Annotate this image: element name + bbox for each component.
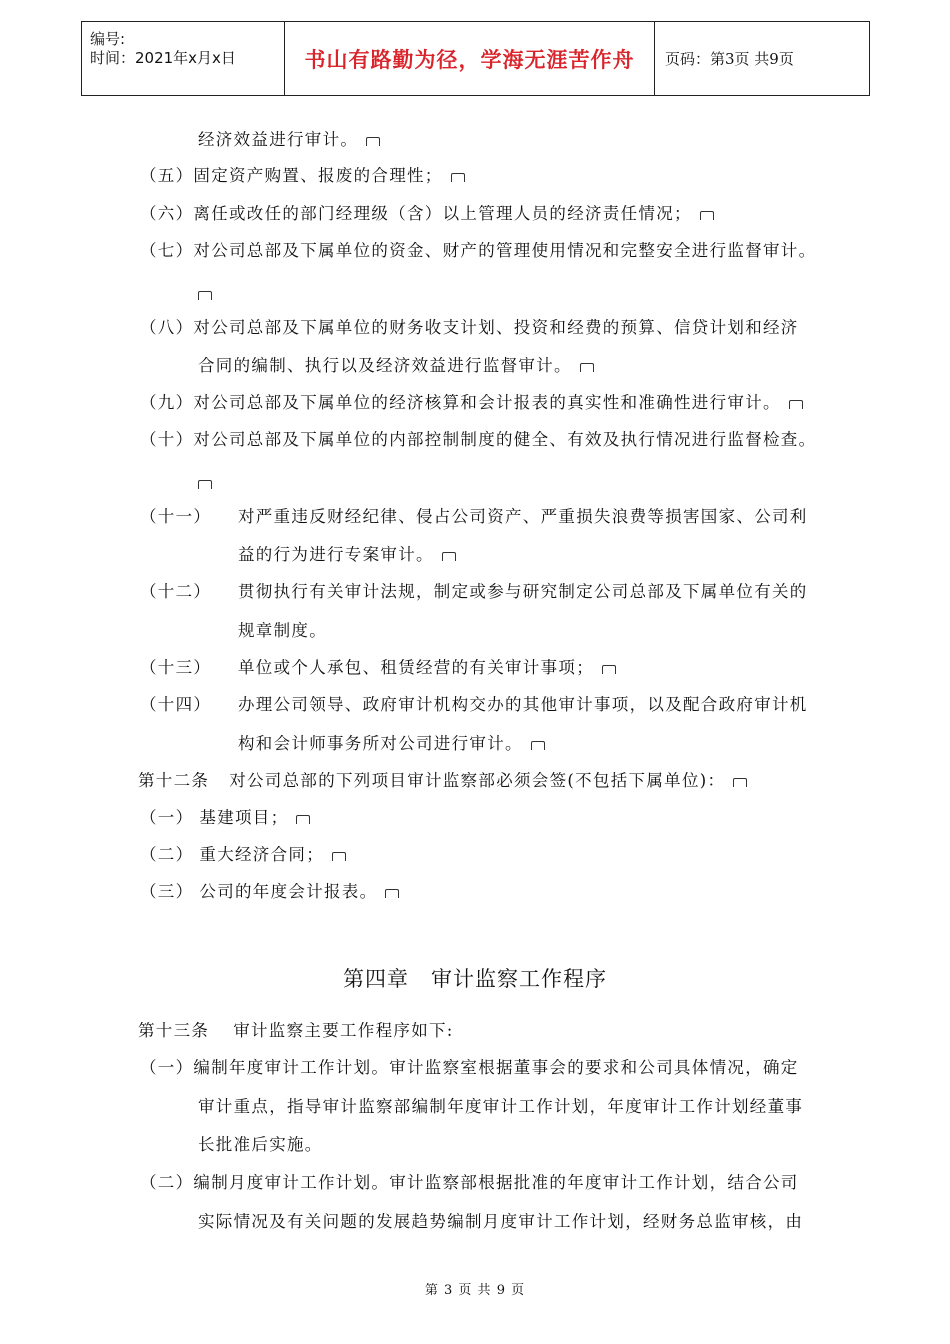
text-line: 实际情况及有关问题的发展趋势编制月度审计工作计划，经财务总监审核，由 [198,1212,804,1231]
list-item: （七）对公司总部及下属单位的资金、财产的管理使用情况和完整安全进行监督审计。 [140,241,817,260]
paragraph-mark-icon [580,363,594,372]
chapter-title: 第四章 审计监察工作程序 [343,967,607,991]
text-line: 对严重违反财经纪律、侵占公司资产、严重损失浪费等损害国家、公司利 [238,507,808,526]
list-item: （二） 重大经济合同； [140,843,346,867]
paragraph-mark-icon [366,137,380,146]
header-meta-cell [82,22,285,95]
list-item: （十三） [140,658,212,677]
text-line: 单位或个人承包、租赁经营的有关审计事项； [238,656,616,680]
serial-label: 编号: [90,30,126,48]
text-line: 长批准后实施。 [198,1135,323,1154]
text-line: 合同的编制、执行以及经济效益进行监督审计。 [198,354,594,378]
paragraph-mark-icon [385,889,399,898]
text-line: 规章制度。 [238,621,327,640]
paragraph-mark-icon [602,665,616,674]
paragraph-mark-icon [332,852,346,861]
paragraph-mark-icon [451,173,465,182]
time-label: 时间：2021年x月x日 [90,49,236,67]
text-line: 构和会计师事务所对公司进行审计。 [238,732,545,756]
paragraph-mark-icon [531,741,545,750]
paragraph-mark-icon [198,291,212,300]
list-item: （十四） [140,695,212,714]
text-line: 经济效益进行审计。 [198,128,380,152]
list-item: （十）对公司总部及下属单位的内部控制制度的健全、有效及执行情况进行监督检查。 [140,430,817,449]
list-item: （九）对公司总部及下属单位的经济核算和会计报表的真实性和准确性进行审计。 [140,391,803,415]
article-line: 第十三条 审计监察主要工作程序如下: [138,1021,454,1040]
list-item: （三） 公司的年度会计报表。 [140,880,399,904]
list-item: （八）对公司总部及下属单位的财务收支计划、投资和经费的预算、信贷计划和经济 [140,318,799,337]
text-line: 办理公司领导、政府审计机构交办的其他审计事项，以及配合政府审计机 [238,695,808,714]
text-line: 贯彻执行有关审计法规，制定或参与研究制定公司总部及下属单位有关的 [238,582,808,601]
list-item: （一） 基建项目； [140,806,310,830]
paragraph-mark-icon [789,400,803,409]
paragraph-mark-icon [733,778,747,787]
list-item: （五）固定资产购置、报废的合理性； [140,164,465,188]
paragraph-mark-icon [296,815,310,824]
list-item: （十一） [140,507,212,526]
list-item: （一）编制年度审计工作计划。审计监察室根据董事会的要求和公司具体情况，确定 [140,1058,799,1077]
list-item: （六）离任或改任的部门经理级（含）以上管理人员的经济责任情况； [140,202,714,226]
page-footer: 第 3 页 共 9 页 [424,1283,526,1298]
list-item: （十二） [140,582,212,601]
list-item: （二）编制月度审计工作计划。审计监察部根据批准的年度审计工作计划，结合公司 [140,1173,799,1192]
document-header-table [81,21,870,96]
article-line: 第十二条 对公司总部的下列项目审计监察部必须会签(不包括下属单位)： [138,769,747,793]
text-line: 益的行为进行专案审计。 [238,543,456,567]
header-motto: 书山有路勤为径，学海无涯苦作舟 [285,22,655,95]
paragraph-mark-icon [198,480,212,489]
paragraph-mark-icon [442,552,456,561]
paragraph-mark-icon [700,211,714,220]
text-line: 审计重点，指导审计监察部编制年度审计工作计划，年度审计工作计划经董事 [198,1097,804,1116]
header-page-info: 页码：第3页 共9页 [665,50,794,68]
